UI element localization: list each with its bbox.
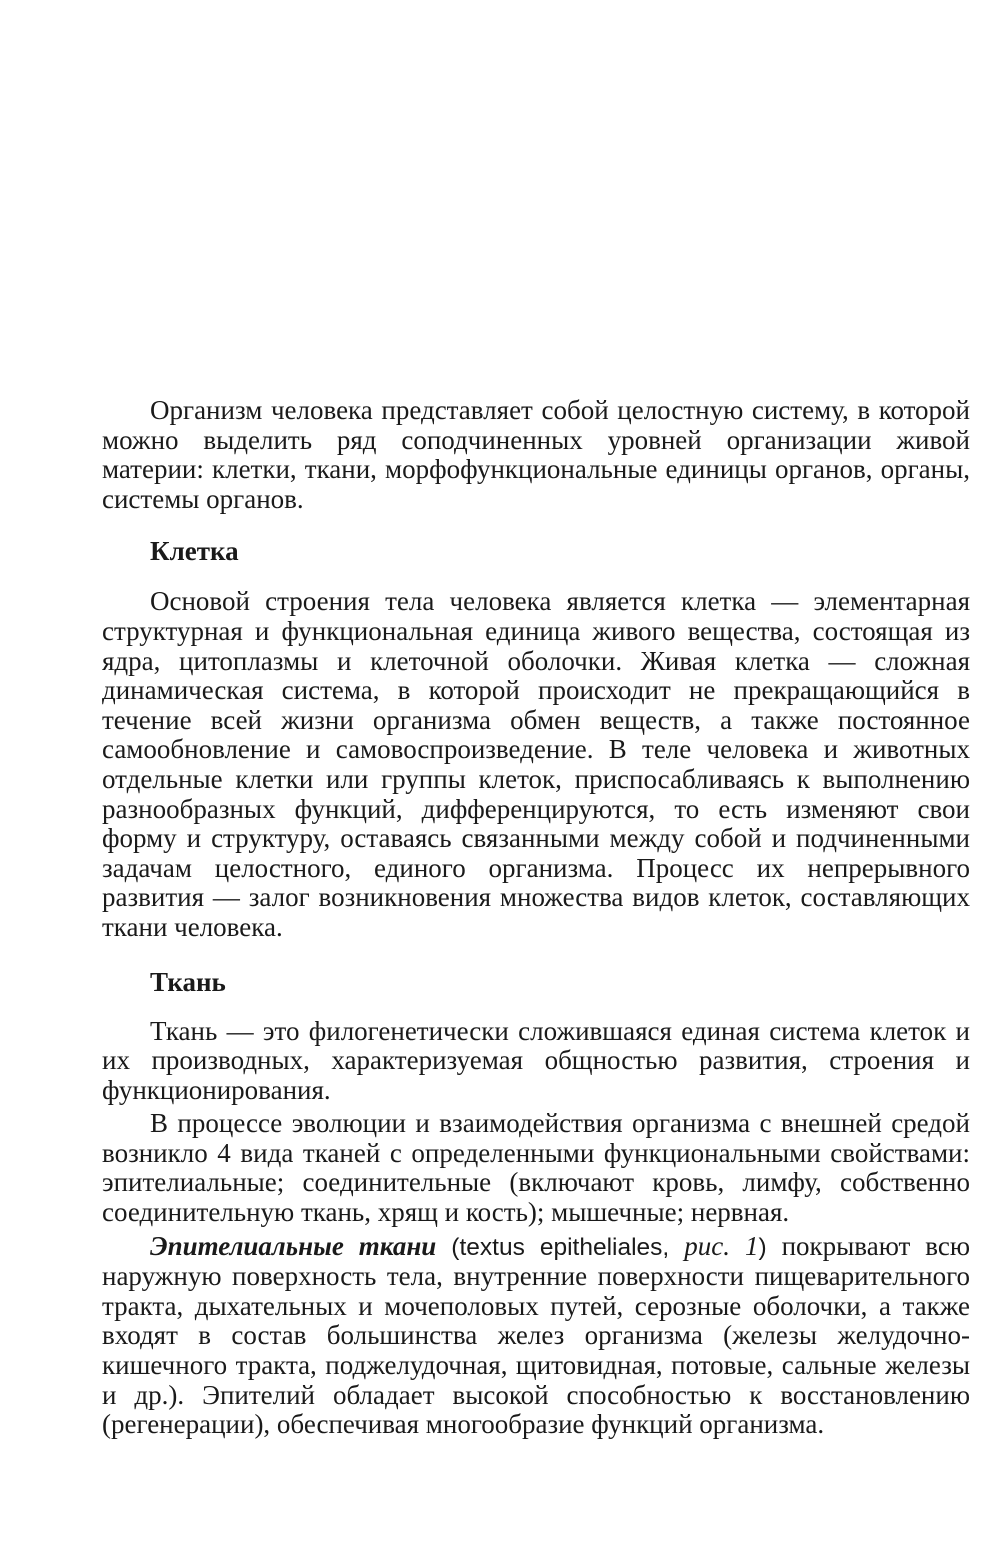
figure-reference: рис. 1 xyxy=(684,1230,759,1261)
section-heading-cell: Клетка xyxy=(150,536,239,567)
intro-paragraph: Организм человека представляет собой целостную систему, в которой можно выделить ряд соподчиненных уровней организации живой материи: клетки, ткани, морфофункциональные единицы органов, органы, системы органов. xyxy=(102,395,970,514)
latin-name-open: (textus epitheliales, xyxy=(451,1233,685,1261)
tissue-types-paragraph: В процессе эволюции и взаимодействия организма с внешней средой возникло 4 вида тканей с определенными функциональными свойствами: эпителиальные; соединительные (включают кровь, лимфу, собственно соединительную ткань, хрящ и кость); мышечные; нервная. xyxy=(102,1108,970,1228)
epithelial-text: покрывают всю наружную поверхность тела, внутренние поверхности пищеварительного тракта, дыхательных и мочеполовых путей, серозные оболочки, а также входят в состав большинства желез организма (железы желудочно-кишечного тракта, поджелудочная, щитовидная, потовые, сальные железы и др.). Эпителий обладает высокой способностью к восстановлению (регенерации), обеспечивая многообразие функций организма. xyxy=(102,1230,971,1440)
tissue-definition-paragraph: Ткань — это филогенетически сложившаяся единая система клеток и их производных, характеризуемая общностью развития, строения и функционирования. xyxy=(102,1015,970,1105)
section-heading-tissue: Ткань xyxy=(150,966,226,997)
latin-name-close: ) xyxy=(758,1233,767,1261)
epithelial-term: Эпителиальные ткани xyxy=(150,1230,437,1261)
cell-paragraph: Основой строения тела человека является клетка — элементарная структурная и функциональная единица живого вещества, состоящая из ядра, цитоплазмы и клеточной оболочки. Живая клетка — сложная динамическая система, в которой происходит не прекращающийся в течение всей жизни организма обмен веществ, а также постоянное самообновление и самовоспроизведение. В теле человека и животных отдельные клетки или группы клеток, приспосабливаясь к выполнению разнообразных функций, дифференцируются, то есть изменяют свои форму и структуру, оставаясь связанными между собой и подчиненными задачам целостного, единого организма. Процесс их непрерывного развития — залог возникновения множества видов клеток, составляющих ткани человека. xyxy=(102,586,970,942)
epithelial-paragraph xyxy=(102,1232,970,1440)
page-content xyxy=(102,396,970,1440)
